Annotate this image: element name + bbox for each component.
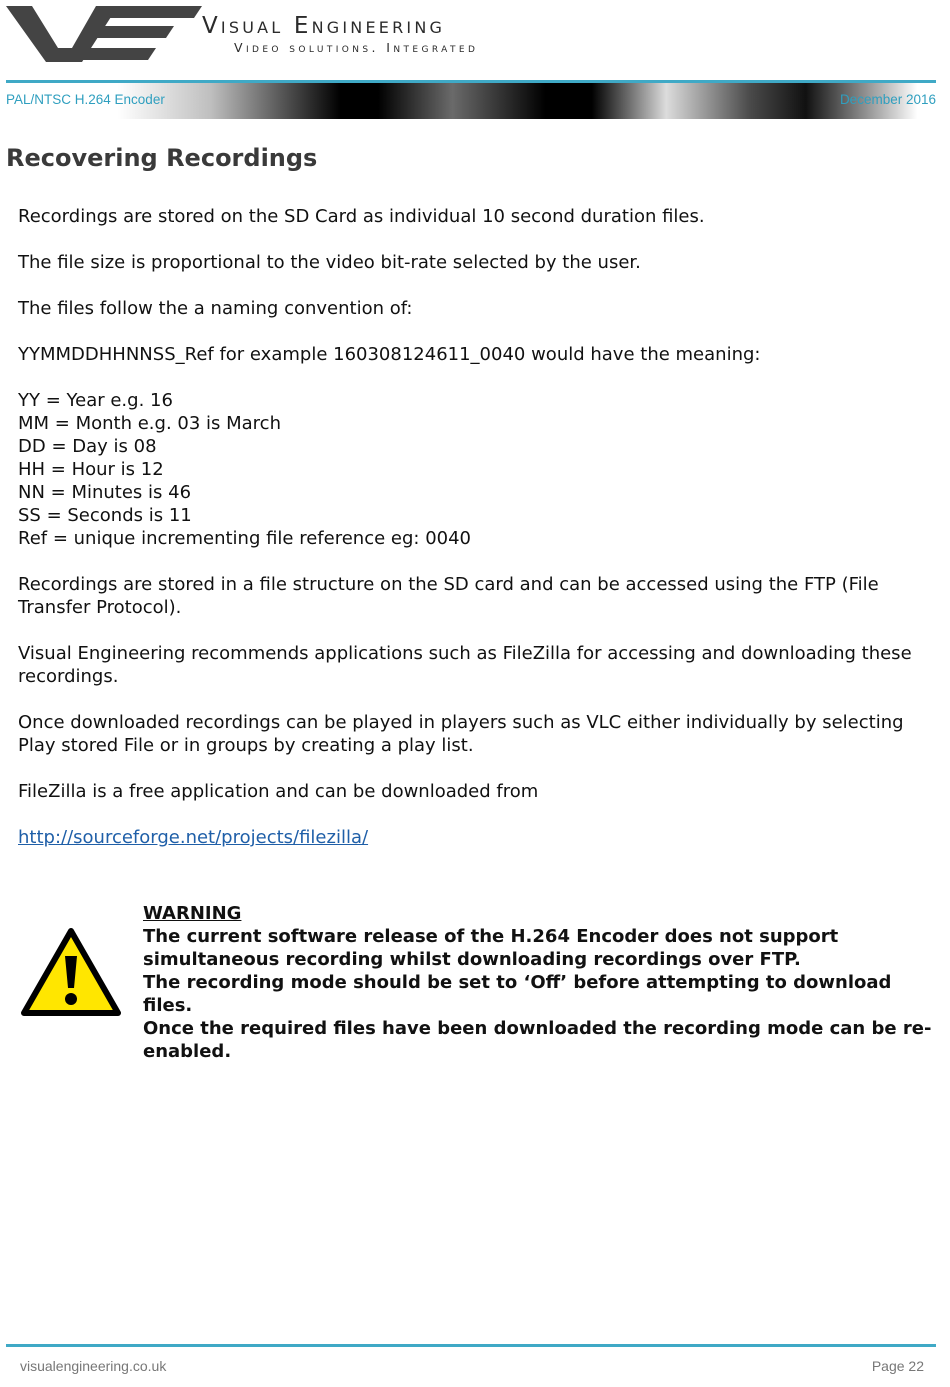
paragraph: Recordings are stored in a file structure on the SD card and can be accessed using the FTP (File Transfer Protocol).	[18, 574, 879, 618]
warning-title: WARNING	[143, 903, 242, 924]
warning-triangle-icon	[21, 928, 121, 1016]
link-paragraph	[18, 826, 918, 849]
warning-line: The current software release of the H.264 Encoder does not support simultaneous recording whilst downloading recordings over FTP.	[143, 926, 839, 970]
list-item: DD = Day is 08	[18, 436, 157, 457]
header-product: PAL/NTSC H.264 Encoder	[6, 92, 165, 107]
filezilla-link[interactable]: http://sourceforge.net/projects/filezilla/	[18, 827, 369, 848]
footer-divider	[6, 1344, 936, 1347]
paragraph: Recordings are stored on the SD Card as individual 10 second duration files.	[18, 206, 705, 227]
page-number: Page 22	[871, 1358, 924, 1374]
list-item: NN = Minutes is 46	[18, 482, 192, 503]
paragraph: The file size is proportional to the video bit-rate selected by the user.	[18, 252, 641, 273]
header-date: December 2016	[839, 92, 936, 107]
ve-logo-icon	[6, 4, 202, 64]
brand-tagline: Video solutions. Integrated	[234, 40, 479, 55]
list-item: HH = Hour is 12	[18, 459, 164, 480]
list-item: YY = Year e.g. 16	[18, 390, 173, 411]
page-title: Recovering Recordings	[6, 144, 318, 172]
list-item: Ref = unique incrementing file reference eg: 0040	[18, 528, 471, 549]
paragraph: The files follow the a naming convention of:	[18, 298, 413, 319]
paragraph: Visual Engineering recommends applications such as FileZilla for accessing and downloading these recordings.	[18, 643, 912, 687]
footer-website: visualengineering.co.uk	[20, 1358, 167, 1374]
paragraph: Once downloaded recordings can be played in players such as VLC either individually by selecting Play stored File or in groups by creating a play list.	[18, 712, 904, 756]
brand-name: Visual Engineering	[202, 13, 446, 39]
warning-line: Once the required files have been downloaded the recording mode can be re-enabled.	[143, 1018, 932, 1062]
warning-block	[143, 902, 933, 1063]
paragraph: FileZilla is a free application and can be downloaded from	[18, 781, 539, 802]
document-body	[18, 205, 918, 872]
naming-codes-list	[18, 389, 918, 550]
warning-line: The recording mode should be set to ‘Off’ before attempting to download files.	[143, 972, 892, 1016]
list-item: MM = Month e.g. 03 is March	[18, 413, 281, 434]
paragraph: YYMMDDHHNNSS_Ref for example 160308124611_0040 would have the meaning:	[18, 344, 761, 365]
list-item: SS = Seconds is 11	[18, 505, 192, 526]
